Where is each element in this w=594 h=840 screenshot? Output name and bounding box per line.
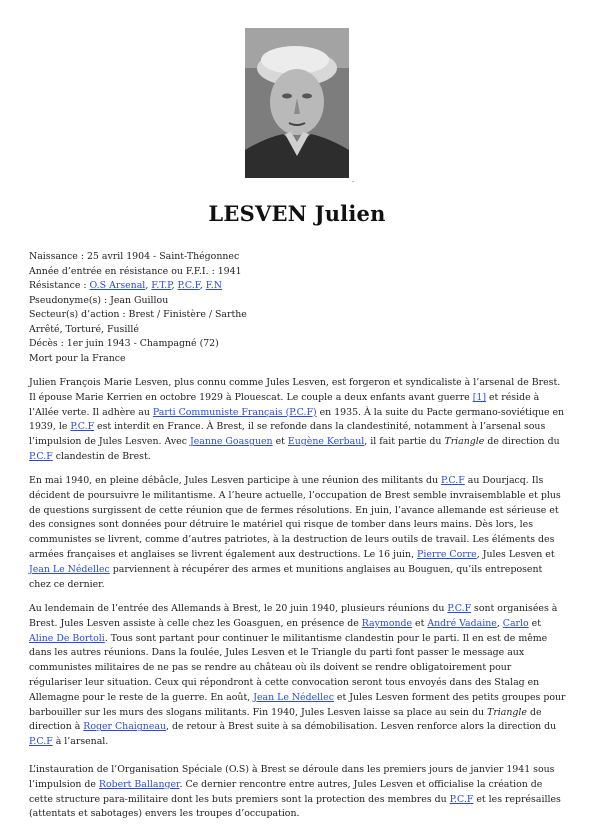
link-carlo[interactable]: Carlo (502, 617, 529, 629)
text: de direction à (29, 706, 542, 733)
paragraph-2 (29, 474, 566, 592)
link-raymonde[interactable]: Raymonde (361, 617, 413, 629)
link-pcf[interactable]: P.C.F (70, 421, 95, 433)
text: En mai 1940, en pleine débâcle, Jules Lesven participe à une réunion des militants du (29, 475, 442, 486)
link-pcf[interactable]: P.C.F (177, 280, 200, 291)
text: , il fait partie du (364, 436, 445, 448)
paragraph-1 (29, 376, 566, 465)
text: , (496, 617, 503, 629)
link-eugene-kerbaul[interactable]: Eugène Kerbaul (287, 436, 365, 448)
text: clandestin de Brest. (52, 450, 151, 462)
link-pcf[interactable]: P.C.F (29, 736, 53, 748)
text: , de retour à Brest suite à sa démobilisation. Lesven renforce alors la direction du (166, 721, 557, 733)
text: à l’arsenal. (52, 736, 109, 748)
link-fn[interactable]: F.N (205, 280, 222, 291)
link-jeanne-goasguen[interactable]: Jeanne Goasguen (189, 436, 273, 448)
text: Au lendemain de l’entrée des Allemands à Brest, le 20 juin 1940, plusieurs réunions du (29, 603, 448, 614)
text: L’instauration de l’Organisation Spéciale (O.S) à Brest se déroule dans les premiers jours de janvier 1941 sous l’impulsion de (29, 764, 555, 790)
link-ftp[interactable]: F.T.P (151, 280, 172, 291)
paragraph-4 (29, 763, 566, 822)
link-pcf[interactable]: P.C.F (441, 475, 465, 486)
biography-facts (29, 250, 569, 366)
sector-line: Secteur(s) d’action : Brest / Finistère / Sarthe (29, 309, 247, 320)
portrait-image (245, 28, 349, 178)
paragraph-3 (29, 602, 566, 750)
text: et réside à l’Allée verte. Il adhère au (29, 391, 540, 418)
link-jean-le-nedellec[interactable]: Jean Le Nédellec (29, 563, 110, 575)
resistance-line: Résistance : O.S Arsenal, F.T.P, P.C.F, F.N (29, 280, 222, 291)
link-pcf[interactable]: P.C.F (29, 450, 53, 462)
mort-line: Mort pour la France (29, 352, 126, 364)
text: en 1935. À la suite du Pacte germano-soviétique en 1939, le (29, 406, 565, 433)
text: est interdit en France. À Brest, il se refonde dans la clandestinité, notamment à l’arsenal sous l’impulsion de Jules Lesven. Avec (29, 421, 546, 448)
link-pcf[interactable]: P.C.F (449, 793, 474, 805)
link-parti-communiste[interactable]: Parti Communiste Français (P.C.F) (152, 406, 317, 418)
link-pcf[interactable]: P.C.F (447, 603, 472, 614)
resistance-label: Résistance : (29, 280, 90, 291)
text: parviennent à récupérer des armes et munitions anglaises au Bouguen, qu’ils entreposent chez ce dernier. (29, 563, 543, 590)
text: sont organisées à Brest. Jules Lesven assiste à celle chez les Goasguen, en présence de (29, 603, 558, 629)
pseudonym-line: Pseudonyme(s) : Jean Guillou (29, 294, 169, 306)
text: et (272, 436, 288, 448)
italic-text: Triangle (487, 706, 527, 718)
text: et les représailles (attentats et sabotages) envers les troupes d’occupation. (29, 793, 561, 820)
page-title: LESVEN Julien (208, 201, 386, 226)
link-robert-ballanger[interactable]: Robert Ballanger (98, 778, 180, 790)
link-os-arsenal[interactable]: O.S Arsenal (89, 280, 146, 291)
link-jean-le-nedellec[interactable]: Jean Le Nédellec (253, 691, 334, 703)
fate-line: Arrêté, Torturé, Fusillé (29, 323, 139, 335)
text: de direction du (484, 436, 560, 448)
resistance-year-line: Année d’entrée en résistance ou F.F.I. : 1941 (29, 265, 242, 277)
link-aline-de-bortoli[interactable]: Aline De Bortoli (29, 632, 105, 644)
text: Julien François Marie Lesven, plus connu comme Jules Lesven, est forgeron et syndicaliste à l’arsenal de Brest. Il épouse Marie Kerrien en octobre 1929 à Plouescat. Le couple a deux enfants avant guerre (29, 377, 561, 403)
text: . Tous sont partant pour continuer le militantisme clandestin pour le parti. Il en est de même dans les autres réunions. Dans la foulée, Jules Lesven et le Triangle du parti font passer le message aux communistes militaires de ne pas se rendre au château où ils doivent se rendre obligatoirement pour régulariser leur situation. Ceux qui répondront à cette convocation seront tous envoyés dans des Stalag en Allemagne pour le reste de la guerre. En août, (29, 632, 548, 703)
text: , Jules Lesven et (476, 548, 555, 560)
text: . Ce dernier rencontre entre autres, Jules Lesven et officialise la création de cette structure para-militaire dont les buts premiers sont la protection des membres du (29, 778, 543, 805)
portrait-photo (245, 28, 349, 178)
link-andre-vadaine[interactable]: André Vadaine (427, 617, 497, 629)
caption-mark: - (352, 178, 355, 186)
italic-text: Triangle (444, 436, 485, 448)
text: au Dourjacq. Ils décident de poursuivre le militantisme. A l’heure actuelle, l’occupation de Brest semble invraisemblable et plus de questions surgissent de cette réunion que de fermes résolutions. En juin, l’avance allemande est sérieuse et des consignes sont données pour détruire le matériel qui risque de tomber dans leurs mains. Dès lors, les communistes se livrent, comme d’autres patriotes, à la destruction de leurs outils de travail. Les éléments des armées françaises et anglaises se livrent également aux destructions. Le 16 juin, (29, 475, 561, 560)
link-roger-chaigneau[interactable]: Roger Chaigneau (83, 721, 167, 733)
birth-line: Naissance : 25 avril 1904 - Saint-Thégonnec (29, 251, 240, 262)
text: et (412, 617, 428, 629)
text: et Jules Lesven forment des petits groupes pour barbouiller sur les murs des slogans militants. Fin 1940, Jules Lesven laisse sa place au sein du (29, 691, 566, 718)
footnote-link[interactable]: [1] (472, 391, 486, 403)
link-pierre-corre[interactable]: Pierre Corre (417, 548, 477, 560)
text: et (528, 617, 541, 629)
death-line: Décès : 1er juin 1943 - Champagné (72) (29, 338, 219, 349)
